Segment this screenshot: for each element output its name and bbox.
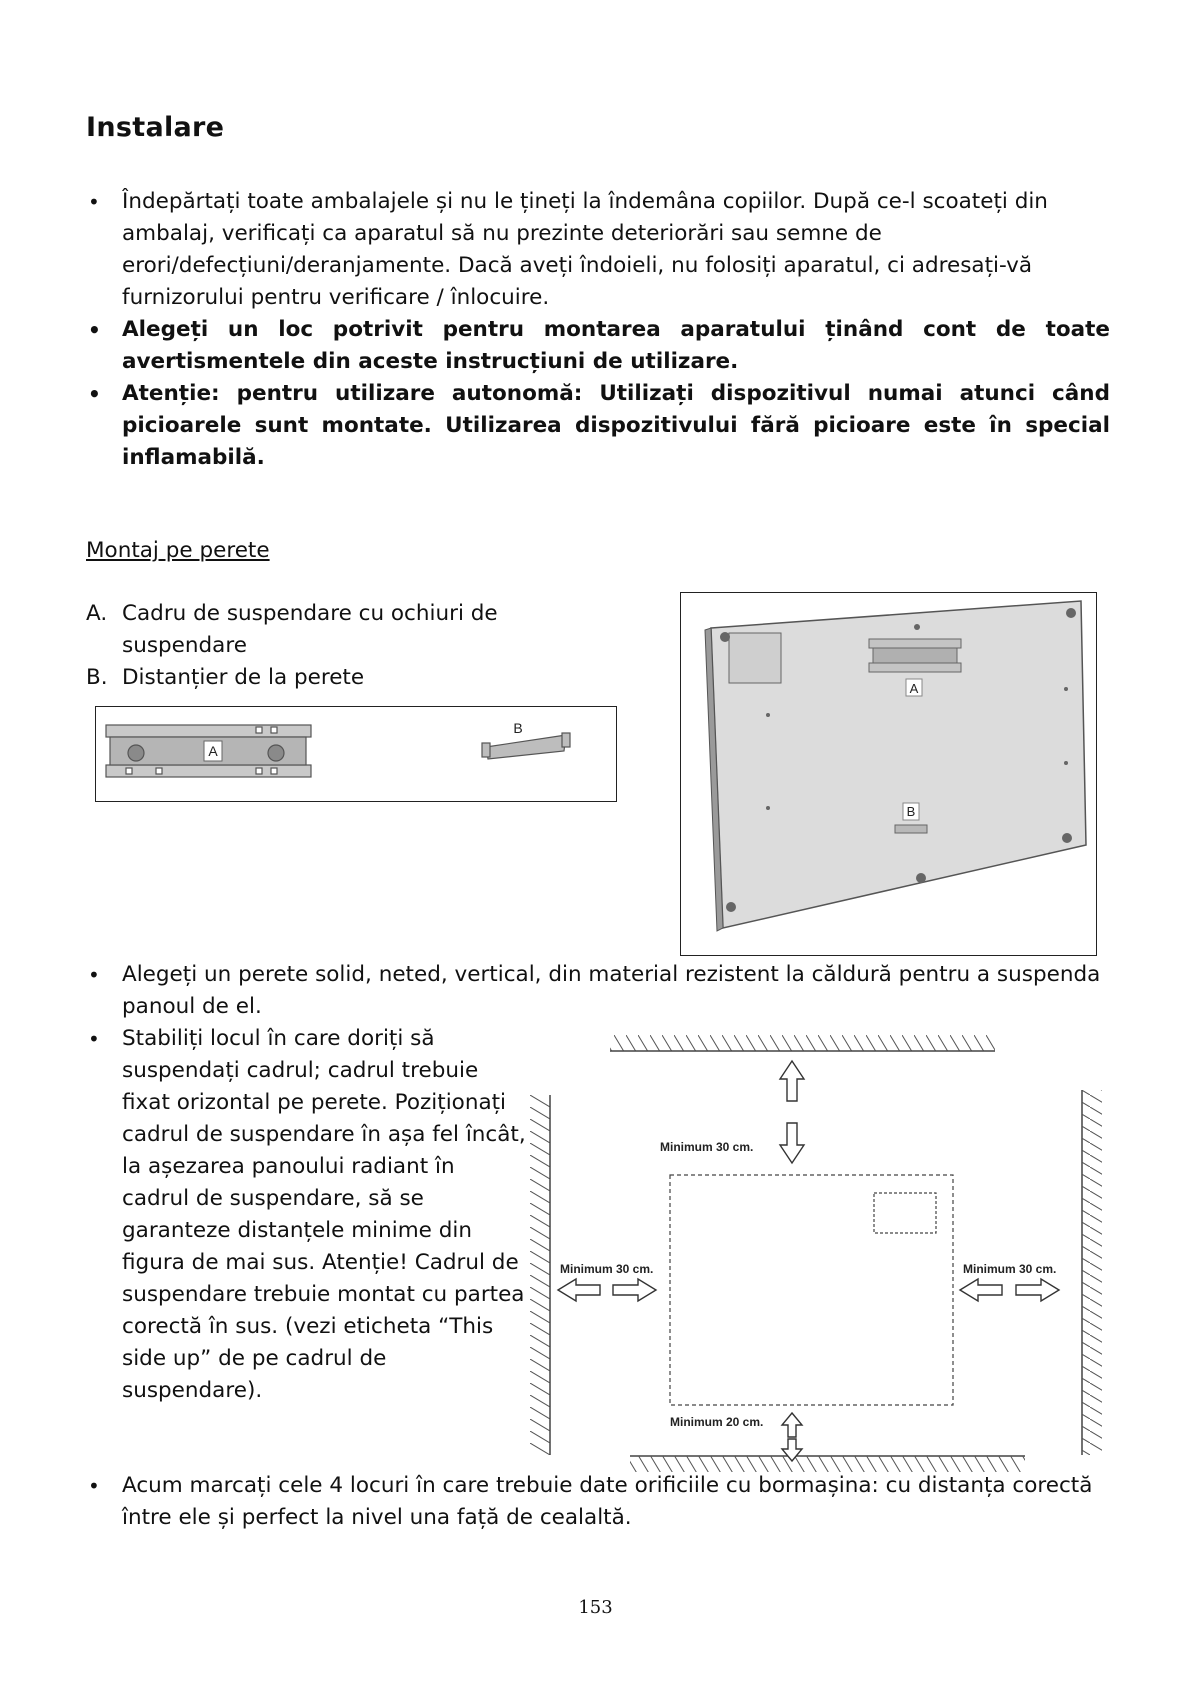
bracket-a-icon: [869, 639, 961, 672]
label-b: B: [906, 804, 916, 819]
left-wall-hatch: [530, 1095, 550, 1455]
clearance-top-label: Minimum 30 cm.: [660, 1140, 754, 1154]
arrow-up-icon: [780, 1061, 804, 1101]
list-item: • Alegeți un loc potrivit pentru montarea aparatului ținând cont de toate avertismentele din aceste instrucțiuni de utilizare.: [86, 314, 1110, 378]
label-b: B: [513, 720, 523, 736]
spacer-b-icon: [895, 825, 927, 833]
page-title: Instalare: [86, 112, 225, 143]
list-item: • Îndepărtați toate ambalajele și nu le țineți la îndemâna copiilor. După ce-l scoateți din ambalaj, verificați ca aparatul să nu prezinte deteriorări sau semne de erori/defecțiuni/deranjamente. Dacă aveți îndoieli, nu folosiți aparatul, ci adresați-vă furnizorului pentru verificare / înlocuire.: [86, 186, 1110, 314]
label-a: A: [909, 681, 919, 696]
list-item: A. Cadru de suspendare cu ochiuri de suspendare: [86, 601, 498, 658]
label-a: A: [208, 743, 218, 759]
spacer-b-icon: [482, 733, 570, 759]
parts-illustration: [95, 706, 617, 802]
right-wall-hatch: [1082, 1090, 1102, 1455]
panel-drawing: [681, 593, 1096, 955]
panel-back-illustration: [680, 592, 1097, 956]
arrow-left-icon: [558, 1279, 600, 1301]
list-item: • Acum marcați cele 4 locuri în care trebuie date orificiile cu bormașina: cu distanța corectă între ele și perfect la nivel una față de cealaltă.: [88, 1473, 1093, 1530]
heater-outline: [670, 1175, 953, 1405]
arrow-right-icon: [613, 1279, 656, 1301]
page-number: 153: [578, 1597, 613, 1618]
clearance-bottom-label: Minimum 20 cm.: [670, 1415, 764, 1429]
list-item: • Stabiliți locul în care doriți să suspendați cadrul; cadrul trebuie fixat orizontal pe perete. Poziționați cadrul de suspendare în așa fel încât, la așezarea panoului radiant în cadrul de suspendare, să se garanteze distanțele minime din figura de mai sus. Atenție! Cadrul de suspendare trebuie montat cu partea corectă în sus. (vezi eticheta “This side up” de pe cadrul de suspendare).: [86, 1023, 526, 1407]
arrow-left-icon: [960, 1279, 1002, 1301]
clearance-right-label: Minimum 30 cm.: [963, 1262, 1057, 1276]
arrow-up-icon: [782, 1413, 802, 1437]
section-heading: Montaj pe perete: [86, 538, 270, 563]
list-item: • Atenție: pentru utilizare autonomă: Utilizați dispozitivul numai atunci când picioarele sunt montate. Utilizarea dispozitivului fără picioare este în special inflamabilă.: [86, 378, 1110, 474]
list-item: • Alegeți un perete solid, neted, vertical, din material rezistent la căldură pentru a suspenda panoul de el.: [86, 959, 1116, 1023]
list-item: B. Distanțier de la perete: [86, 665, 365, 690]
mount-list-2: [86, 1023, 526, 1407]
ceiling-hatch: [610, 1035, 995, 1051]
parts-drawing: [96, 707, 616, 801]
intro-list: [86, 186, 1110, 474]
parts-list: [86, 598, 586, 694]
clearance-diagram: [530, 1035, 1110, 1480]
arrow-down-icon: [780, 1123, 804, 1163]
arrow-right-icon: [1016, 1279, 1059, 1301]
clearance-left-label: Minimum 30 cm.: [560, 1262, 654, 1276]
control-box-outline: [874, 1193, 936, 1233]
floor-hatch: [630, 1456, 1025, 1472]
mount-list-1: [86, 959, 1116, 1023]
control-box: [729, 633, 781, 683]
